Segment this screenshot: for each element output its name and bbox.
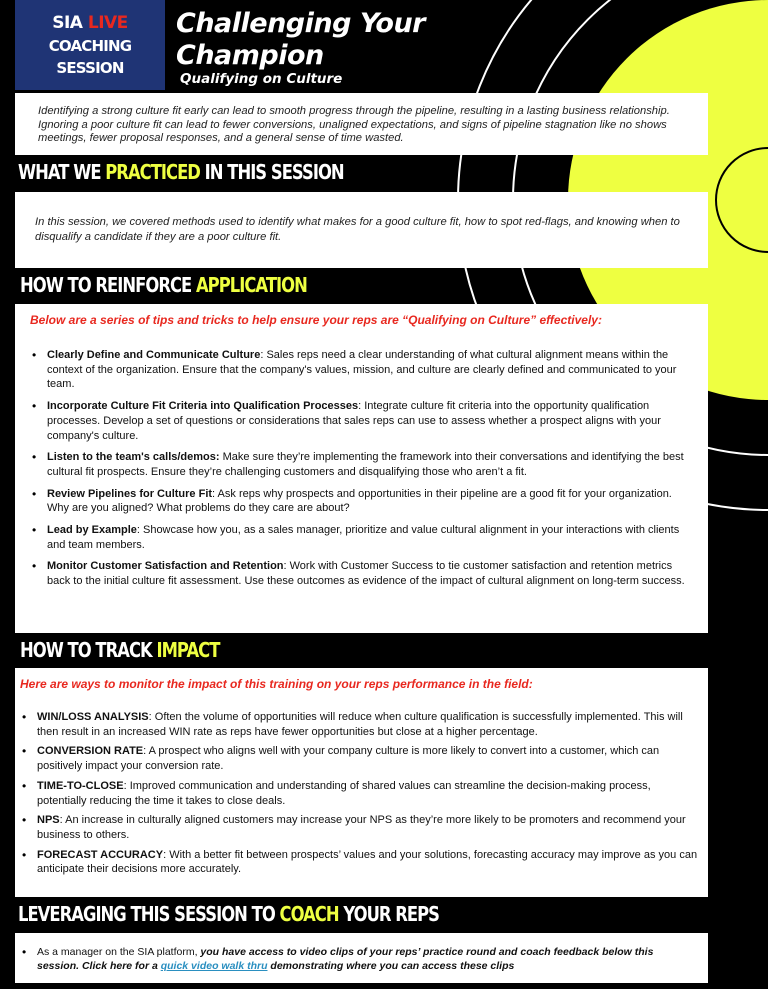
section-header-application [20,273,307,297]
section-header-impact [20,638,219,662]
list-item [47,348,690,392]
list-item [37,945,696,973]
badge-sia: SIA [52,13,83,33]
intro-text: Identifying a strong culture fit early can lead to smooth progress through the pipeline, resulting in a lasting business relationship. Ignoring a poor culture fit can lead to fewer conversions, unaligned expectations, and signs of pipeline stagnation like no shows meetings, fewer proposal responses, and a general sense of time wasted. [38,105,670,144]
item-text: : An increase in culturally aligned customers may increase your NPS as they’re more likely to be promoters and recommend your business to others. [37,814,686,841]
practiced-panel [15,192,708,268]
item-text: : A prospect who aligns well with your company culture is more likely to convert into a customer, which can positively impact your conversion rate. [37,745,660,773]
item-text: : Integrate culture fit criteria into the opportunity qualification processes. Develop a set of questions or considerations that sales reps can use to assess whether a prospect aligns with your company's culture. [47,400,661,442]
item-text: : Work with Customer Success to tie customer satisfaction and retention metrics back to the initial culture fit assessment. Use these outcomes as evidence of the impact of cultural alignment on long-term success. [47,560,685,588]
impact-metrics-list [20,710,700,877]
list-item [37,779,700,808]
header-text: HOW TO REINFORCE [20,273,196,297]
item-emphasis: you have access to video clips of your reps’ practice round and coach feedback below this session. Click here for a [37,946,654,972]
title-line-1: Challenging Your [176,8,425,39]
item-term: NPS [37,814,60,827]
impact-panel [15,668,708,897]
item-term: FORECAST ACCURACY [37,848,164,861]
item-term: Incorporate Culture Fit Criteria into Qualification Processes [47,400,359,413]
item-term: Clearly Define and Communicate Culture [47,349,261,361]
list-item [47,487,690,516]
impact-lead: Here are ways to monitor the impact of this training on your reps performance in the field: [20,677,533,691]
section-header-coach [18,902,439,926]
item-term: Review Pipelines for Culture Fit [47,487,213,500]
item-term: Listen to the team's calls/demos: [47,451,220,464]
badge-coaching-session: COACHING SESSION [48,37,132,77]
header-text: WHAT WE [18,160,106,184]
item-text: : Showcase how you, as a sales manager, prioritize and value cultural alignment in your interactions with clients and team members. [47,524,680,551]
list-item [37,848,700,877]
item-term: Monitor Customer Satisfaction and Retention [47,560,284,573]
list-item [37,813,700,842]
practiced-text: In this session, we covered methods used to identify what makes for a good culture fit, how to spot red-flags, and knowing when to disqualify a candidate if they are a poor culture fit. [35,216,680,243]
item-text: As a manager on the SIA platform, [37,946,201,958]
coach-list [23,945,696,973]
item-text: Make sure they’re implementing the framework into their conversations and identifying the best cultural fit prospects. Ensure they’re challenging customers and disqualifying those who aren’t a fit. [47,451,684,478]
item-term: WIN/LOSS ANALYSIS [37,711,149,723]
application-tips-list [30,348,690,589]
session-badge [15,0,165,90]
badge-live: LIVE [87,13,128,33]
video-walkthrough-link[interactable]: quick video walk thru [160,960,268,972]
header-highlight: APPLICATION [195,273,307,297]
item-text: : Sales reps need a clear understanding of what cultural alignment means within the context of the organization. Ensure that the company's values, mission, and culture are clearly defined and communicated to your team. [47,349,677,391]
item-text: : With a better fit between prospects’ values and your solutions, forecasting accuracy may improve as you can anticipate their decisions more accurately. [37,848,698,876]
item-term: Lead by Example [47,524,137,537]
list-item [47,523,690,552]
header-highlight: COACH [279,902,339,926]
list-item [37,744,700,773]
item-text: : Ask reps why prospects and opportunities in their pipeline are a good fit for your organization. Why are you aligned? What problems do they care are about? [47,487,672,515]
list-item [37,710,700,739]
section-header-practiced [18,160,344,184]
list-item [47,450,690,479]
item-term: CONVERSION RATE [37,745,144,758]
header-highlight: IMPACT [156,638,220,662]
list-item [47,399,690,443]
item-emphasis: demonstrating where you can access these clips [267,960,515,972]
application-panel [15,304,708,633]
intro-panel [15,93,708,155]
page-subtitle: Qualifying on Culture [180,71,343,87]
header-text: LEVERAGING THIS SESSION TO [18,902,280,926]
header-highlight: PRACTICED [105,160,200,184]
item-term: TIME-TO-CLOSE [37,779,124,792]
header-text: IN THIS SESSION [199,160,344,184]
coach-panel [15,933,708,983]
header-text: YOUR REPS [338,902,440,926]
item-text: : Improved communication and understanding of shared values can streamline the decision-making process, potentially reducing the time it takes to close deals. [37,779,651,807]
application-lead: Below are a series of tips and tricks to help ensure your reps are “Qualifying on Culture” effectively: [30,313,602,327]
page-title [176,8,425,72]
list-item [47,559,690,588]
header-text: HOW TO TRACK [20,638,157,662]
item-text: : Often the volume of opportunities will reduce when culture qualification is successfully implemented. This will then result in an increased WIN rate as reps have fewer opportunities but close at a higher percentage. [37,711,683,738]
title-line-2: Champion [176,40,324,71]
